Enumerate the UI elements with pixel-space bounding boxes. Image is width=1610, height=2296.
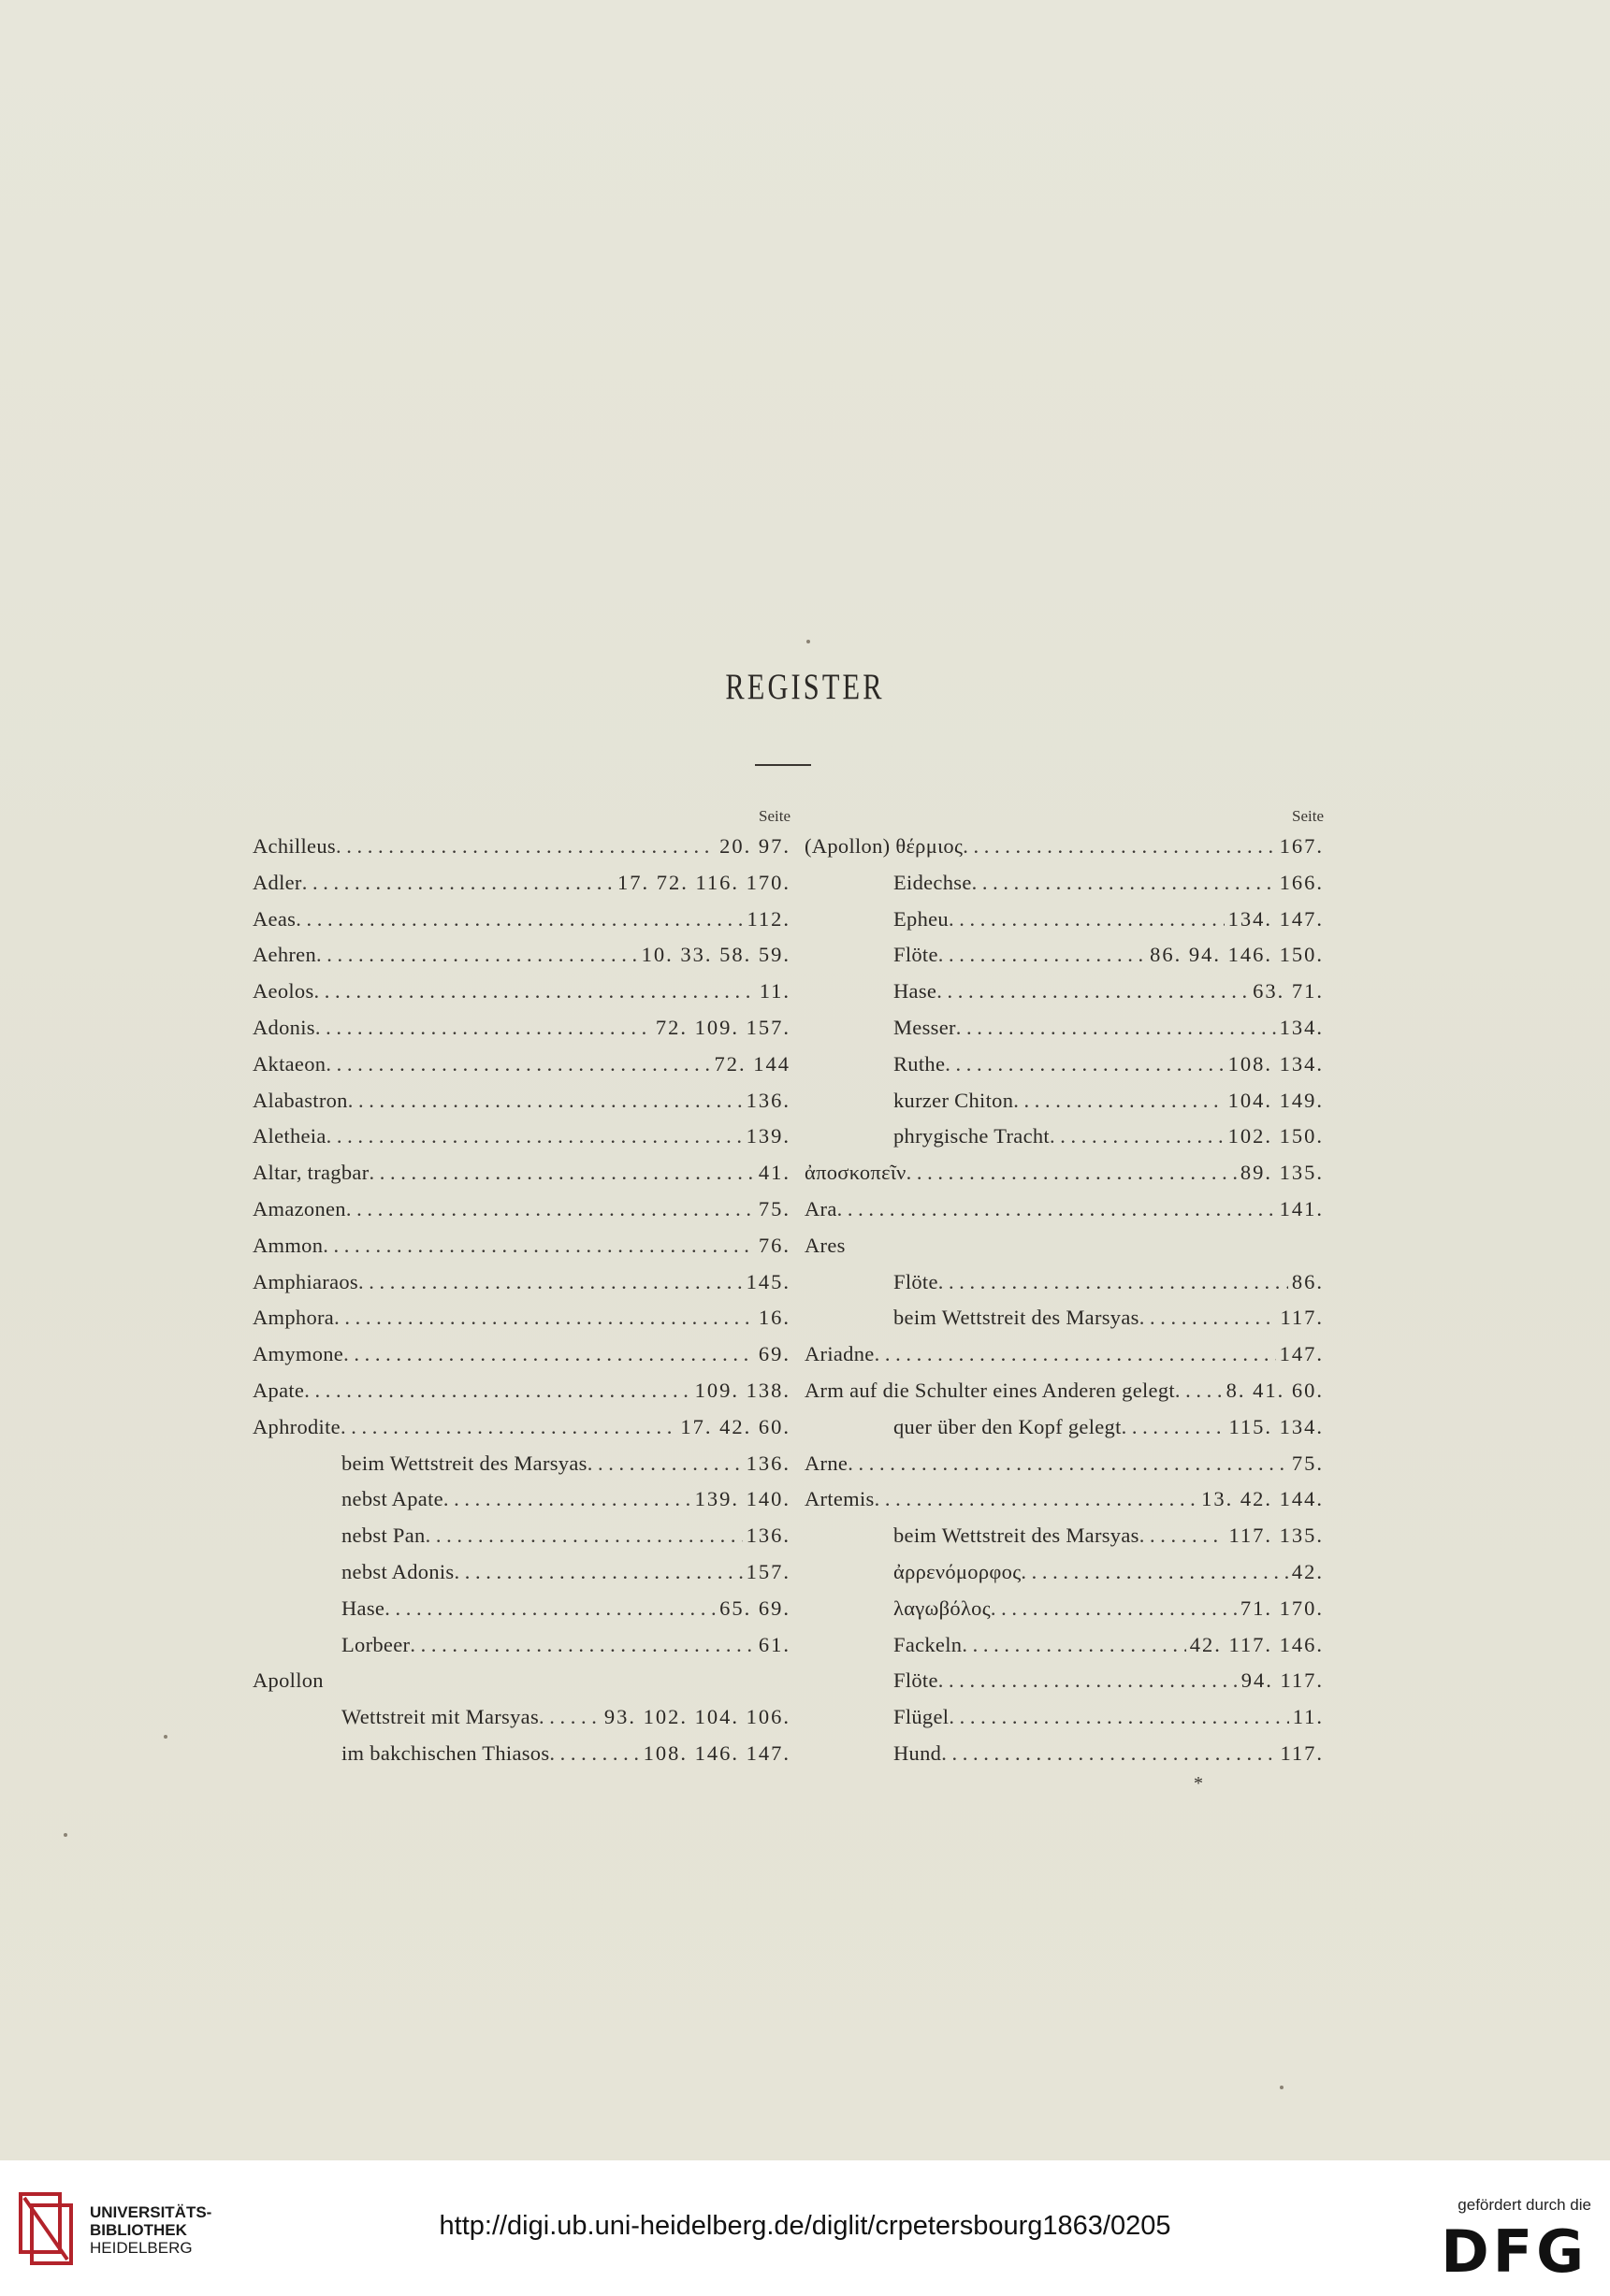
- leader-dots: [1050, 1119, 1225, 1155]
- leader-dots: [358, 1264, 743, 1301]
- entry-pages: 16.: [758, 1306, 790, 1330]
- entry-pages: 41.: [758, 1161, 790, 1185]
- index-entry: [253, 1481, 790, 1518]
- entries-left: [253, 829, 790, 1772]
- entry-pages: 86. 94. 146. 150.: [1150, 943, 1324, 967]
- entry-pages: 108. 146. 147.: [643, 1740, 790, 1765]
- entry-pages: 112.: [747, 906, 790, 931]
- index-entry: [805, 974, 1324, 1010]
- leader-dots: [326, 1047, 710, 1083]
- index-entry: [253, 1155, 790, 1191]
- entry-term: λαγωβόλος: [893, 1596, 991, 1620]
- leader-dots: [539, 1699, 601, 1736]
- index-column-left: [253, 804, 790, 1772]
- index-entry: [805, 1554, 1324, 1591]
- entry-pages: 10. 33. 58. 59.: [641, 943, 790, 967]
- index-entry: [253, 1663, 790, 1699]
- index-entry: [805, 1699, 1324, 1736]
- entry-pages: 104. 149.: [1227, 1088, 1324, 1112]
- index-entry: [805, 1336, 1324, 1373]
- index-entry: [805, 1481, 1324, 1518]
- leader-dots: [315, 1010, 652, 1047]
- leader-dots: [304, 1373, 690, 1409]
- entry-pages: 108. 134.: [1227, 1051, 1324, 1076]
- index-entry: [253, 974, 790, 1010]
- entry-pages: 17. 72. 116. 170.: [616, 870, 790, 894]
- entry-term: Flügel: [893, 1705, 950, 1729]
- entry-term: beim Wettstreit des Marsyas: [893, 1306, 1139, 1330]
- entry-pages: 115. 134.: [1228, 1414, 1324, 1438]
- entry-term: Hase: [893, 979, 937, 1004]
- leader-dots: [443, 1481, 691, 1518]
- entry-term: Aktaeon: [253, 1051, 326, 1076]
- entry-pages: 71. 170.: [1240, 1596, 1324, 1620]
- entry-term: Epheu: [893, 906, 949, 931]
- leader-dots: [938, 1264, 1288, 1301]
- entry-term: Aeas: [253, 906, 297, 931]
- index-entry: [253, 937, 790, 974]
- leader-dots: [1175, 1373, 1223, 1409]
- index-entry: [253, 1409, 790, 1446]
- entry-term: Ara: [805, 1196, 837, 1220]
- entry-pages: 134. 147.: [1227, 906, 1324, 931]
- entry-pages: 89. 135.: [1240, 1161, 1324, 1185]
- entry-pages: 136.: [746, 1451, 790, 1475]
- entry-pages: 141.: [1279, 1196, 1324, 1220]
- index-entry: [253, 829, 790, 865]
- index-entry: [253, 1047, 790, 1083]
- leader-dots: [875, 1336, 1276, 1373]
- funder-caption: gefördert durch die: [1458, 2196, 1591, 2214]
- entry-pages: 157.: [746, 1559, 790, 1583]
- entry-term: Altar, tragbar: [253, 1161, 370, 1185]
- index-entry: [805, 1264, 1324, 1301]
- entry-pages: 86.: [1291, 1269, 1324, 1293]
- entry-pages: 69.: [758, 1342, 790, 1366]
- entry-term: Amphora: [253, 1306, 335, 1330]
- entry-pages: 166.: [1279, 870, 1324, 894]
- leader-dots: [907, 1155, 1237, 1191]
- leader-dots: [949, 902, 1225, 938]
- index-entry: [805, 829, 1324, 865]
- leader-dots: [848, 1446, 1288, 1482]
- entry-term: Amphiaraos: [253, 1269, 358, 1293]
- index-entry: [253, 1191, 790, 1228]
- entry-pages: 109. 138.: [694, 1378, 790, 1402]
- entry-pages: 136.: [746, 1088, 790, 1112]
- index-entry: [253, 1083, 790, 1119]
- leader-dots: [938, 1663, 1238, 1699]
- footnote-mark: *: [1194, 1773, 1203, 1794]
- index-entry: [805, 865, 1324, 902]
- entry-term: Amazonen: [253, 1196, 346, 1220]
- entry-pages: 145.: [746, 1269, 790, 1293]
- entry-term: Wettstreit mit Marsyas: [341, 1705, 540, 1729]
- leader-dots: [314, 974, 756, 1010]
- entry-term: im bakchischen Thiasos: [341, 1740, 550, 1765]
- library-line-1: UNIVERSITÄTS-: [90, 2203, 212, 2221]
- index-entry: [805, 1446, 1324, 1482]
- entry-term: Adonis: [253, 1015, 315, 1039]
- index-entry: [805, 1518, 1324, 1554]
- entry-term: Flöte: [893, 1269, 938, 1293]
- leader-dots: [346, 1191, 755, 1228]
- entry-term: Arm auf die Schulter eines Anderen gelegt: [805, 1378, 1175, 1402]
- entry-term: Achilleus: [253, 834, 336, 858]
- entry-pages: 65. 69.: [719, 1596, 790, 1620]
- leader-dots: [323, 1228, 755, 1264]
- library-line-3: HEIDELBERG: [90, 2239, 193, 2257]
- index-entry: [253, 1119, 790, 1155]
- index-entry: [253, 1373, 790, 1409]
- index-entry: [253, 902, 790, 938]
- index-entry: [805, 1155, 1324, 1191]
- entry-pages: 139. 140.: [694, 1487, 790, 1511]
- index-entry: [805, 1373, 1324, 1409]
- entry-term: ἀρρενόμορφος: [893, 1559, 1022, 1583]
- entry-term: (Apollon) θέρμιος: [805, 834, 964, 858]
- entry-term: Flöte: [893, 1668, 938, 1693]
- entry-pages: 42. 117. 146.: [1189, 1632, 1324, 1656]
- paper-speck: [806, 640, 810, 643]
- leader-dots: [316, 937, 638, 974]
- entry-term: nebst Apate: [341, 1487, 443, 1511]
- entry-term: Ammon: [253, 1233, 324, 1257]
- entry-pages: 134.: [1279, 1015, 1324, 1039]
- leader-dots: [991, 1591, 1237, 1627]
- index-entry: [805, 1119, 1324, 1155]
- entry-term: phrygische Tracht: [893, 1124, 1050, 1148]
- entry-term: Apollon: [253, 1668, 324, 1693]
- entry-term: Eidechse: [893, 870, 972, 894]
- entry-pages: 63. 71.: [1253, 979, 1324, 1004]
- leader-dots: [341, 1409, 676, 1446]
- leader-dots: [370, 1155, 755, 1191]
- leader-dots: [956, 1010, 1276, 1047]
- entry-term: nebst Adonis: [341, 1559, 455, 1583]
- index-entry: [805, 1228, 1324, 1264]
- entry-pages: 139.: [746, 1124, 790, 1148]
- entry-pages: 136.: [746, 1523, 790, 1548]
- dfg-logo-icon: DFG: [1441, 2217, 1588, 2286]
- entry-term: Fackeln: [893, 1632, 963, 1656]
- entry-term: Apate: [253, 1378, 305, 1402]
- entry-pages: 42.: [1291, 1559, 1324, 1583]
- seite-label-right: Seite: [1292, 807, 1324, 825]
- title-divider: [755, 764, 811, 766]
- entry-term: Aletheia: [253, 1124, 326, 1148]
- leader-dots: [384, 1591, 716, 1627]
- index-entry: [253, 1446, 790, 1482]
- entry-term: Artemis: [805, 1487, 875, 1511]
- entry-term: Ares: [805, 1233, 846, 1257]
- entry-pages: 117.: [1280, 1306, 1324, 1330]
- entry-pages: 20. 97.: [719, 834, 790, 858]
- index-entry: [805, 1736, 1324, 1772]
- entry-pages: 93. 102. 104. 106.: [603, 1705, 790, 1729]
- entry-term: nebst Pan: [341, 1523, 426, 1548]
- index-entry: [805, 1409, 1324, 1446]
- index-entry: [805, 1627, 1324, 1664]
- leader-dots: [962, 1627, 1185, 1664]
- entry-term: Arne: [805, 1451, 849, 1475]
- index-entry: [805, 1591, 1324, 1627]
- entry-term: Alabastron: [253, 1088, 348, 1112]
- leader-dots: [1139, 1518, 1226, 1554]
- entry-term: Aehren: [253, 943, 317, 967]
- entry-pages: 75.: [1291, 1451, 1324, 1475]
- entry-pages: 117.: [1280, 1740, 1324, 1765]
- index-entry: [805, 1191, 1324, 1228]
- paper-speck: [164, 1735, 167, 1739]
- entry-term: Ruthe: [893, 1051, 946, 1076]
- entry-pages: 75.: [758, 1196, 790, 1220]
- leader-dots: [938, 937, 1146, 974]
- index-entry: [805, 1300, 1324, 1336]
- leader-dots: [1122, 1409, 1226, 1446]
- entry-pages: 61.: [758, 1632, 790, 1656]
- leader-dots: [972, 865, 1276, 902]
- index-entry: [253, 1591, 790, 1627]
- index-entry: [253, 1627, 790, 1664]
- library-line-2: BIBLIOTHEK: [90, 2221, 187, 2239]
- entry-term: Flöte: [893, 943, 938, 967]
- leader-dots: [837, 1191, 1276, 1228]
- leader-dots: [296, 902, 743, 938]
- leader-dots: [336, 829, 716, 865]
- entry-pages: 117. 135.: [1228, 1523, 1324, 1548]
- index-entry: [253, 865, 790, 902]
- entry-pages: 11.: [1292, 1705, 1324, 1729]
- leader-dots: [587, 1446, 743, 1482]
- index-entry: [253, 1300, 790, 1336]
- leader-dots: [1139, 1300, 1277, 1336]
- leader-dots: [1013, 1083, 1224, 1119]
- paper-speck: [64, 1833, 67, 1837]
- entry-pages: 17. 42. 60.: [680, 1414, 790, 1438]
- entry-term: Amymone: [253, 1342, 344, 1366]
- leader-dots: [426, 1518, 743, 1554]
- entry-term: Ariadne: [805, 1342, 875, 1366]
- leader-dots: [945, 1047, 1224, 1083]
- entry-term: Lorbeer: [341, 1632, 411, 1656]
- entry-term: ἀποσκοπεῖν: [805, 1161, 907, 1185]
- index-entry: [253, 1518, 790, 1554]
- index-entry: [253, 1336, 790, 1373]
- index-entry: [805, 902, 1324, 938]
- page-title: REGISTER: [725, 667, 885, 707]
- entries-right: [805, 829, 1324, 1772]
- entry-pages: 72. 144: [714, 1051, 790, 1076]
- entry-term: beim Wettstreit des Marsyas: [341, 1451, 587, 1475]
- index-entry: [253, 1736, 790, 1772]
- entry-term: quer über den Kopf gelegt: [893, 1414, 1122, 1438]
- leader-dots: [343, 1336, 755, 1373]
- entry-pages: 167.: [1279, 834, 1324, 858]
- entry-pages: 13. 42. 144.: [1201, 1487, 1324, 1511]
- leader-dots: [302, 865, 614, 902]
- index-entry: [805, 1047, 1324, 1083]
- footer-bar: [0, 2160, 1610, 2296]
- index-entry: [805, 1083, 1324, 1119]
- leader-dots: [549, 1736, 639, 1772]
- entry-term: kurzer Chiton: [893, 1088, 1014, 1112]
- entry-term: Messer: [893, 1015, 956, 1039]
- entry-term: Hund: [893, 1740, 942, 1765]
- index-entry: [805, 937, 1324, 974]
- entry-pages: 94. 117.: [1240, 1668, 1324, 1693]
- leader-dots: [963, 829, 1275, 865]
- leader-dots: [1021, 1554, 1287, 1591]
- index-entry: [805, 1010, 1324, 1047]
- permalink-url[interactable]: http://digi.ub.uni-heidelberg.de/diglit/crpetersbourg1863/0205: [439, 2211, 1171, 2241]
- entry-term: Aphrodite: [253, 1414, 341, 1438]
- index-entry: [805, 1663, 1324, 1699]
- index-entry: [253, 1010, 790, 1047]
- leader-dots: [326, 1119, 743, 1155]
- seite-label-left: Seite: [759, 807, 790, 825]
- leader-dots: [949, 1699, 1288, 1736]
- leader-dots: [875, 1481, 1198, 1518]
- entry-term: Hase: [341, 1596, 385, 1620]
- leader-dots: [941, 1736, 1276, 1772]
- index-entry: [253, 1554, 790, 1591]
- entry-pages: 11.: [759, 979, 790, 1004]
- index-entry: [253, 1264, 790, 1301]
- index-column-right: [805, 804, 1324, 1772]
- index-entry: [253, 1699, 790, 1736]
- leader-dots: [454, 1554, 742, 1591]
- entry-pages: 72. 109. 157.: [655, 1015, 790, 1039]
- index-entry: [253, 1228, 790, 1264]
- entry-term: beim Wettstreit des Marsyas: [893, 1523, 1139, 1548]
- leader-dots: [936, 974, 1249, 1010]
- entry-pages: 102. 150.: [1227, 1124, 1324, 1148]
- leader-dots: [348, 1083, 743, 1119]
- entry-pages: 8. 41. 60.: [1226, 1378, 1324, 1402]
- entry-pages: 76.: [758, 1233, 790, 1257]
- entry-term: Adler: [253, 870, 302, 894]
- leader-dots: [410, 1627, 755, 1664]
- leader-dots: [334, 1300, 755, 1336]
- paper-speck: [1280, 2086, 1284, 2089]
- entry-term: Aeolos: [253, 979, 314, 1004]
- entry-pages: 147.: [1279, 1342, 1324, 1366]
